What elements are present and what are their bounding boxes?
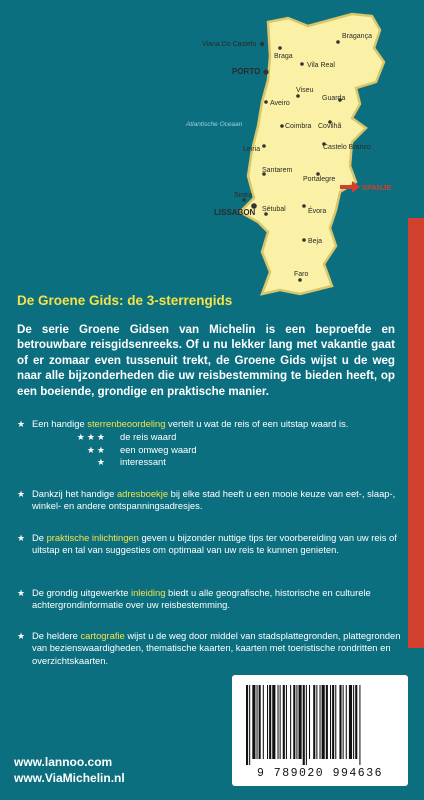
city-label-aveiro: Aveiro xyxy=(270,100,290,107)
city-label-leiria: Leiria xyxy=(243,146,261,153)
barcode xyxy=(232,675,408,786)
city-label-castelo-branco: Castelo Branco xyxy=(323,144,371,151)
barcode-bar xyxy=(353,685,354,759)
website-links xyxy=(14,754,125,786)
feature-rating xyxy=(17,418,348,468)
city-label-porto: PORTO xyxy=(232,67,261,76)
barcode-bar xyxy=(332,685,334,759)
city-dot-porto xyxy=(263,69,268,74)
feature-text: De grondig uitgewerkte xyxy=(32,587,132,598)
city-dot-vila-real xyxy=(300,62,304,66)
city-label-beja: Beja xyxy=(308,238,323,245)
barcode-number: 9 789020 994636 xyxy=(256,767,384,780)
feature-highlight: inleiding xyxy=(131,587,166,598)
bullet-star-icon: ★ xyxy=(17,533,26,543)
city-dot-faro xyxy=(298,278,302,282)
barcode-bar xyxy=(296,685,297,759)
feature-address-book xyxy=(17,488,402,513)
feature-highlight: adresboekje xyxy=(116,488,169,499)
barcode-bar xyxy=(322,685,325,759)
city-dot-viana xyxy=(260,42,264,46)
barcode-bar xyxy=(316,685,317,759)
barcode-bar xyxy=(252,685,255,759)
barcode-bar xyxy=(359,685,360,765)
barcode-bar xyxy=(313,685,315,759)
spain-label: SPANJE xyxy=(362,183,392,192)
city-dot-evora xyxy=(302,204,306,208)
barcode-bar xyxy=(280,685,281,759)
barcode-bar xyxy=(269,685,271,759)
barcode-bar xyxy=(263,685,264,759)
city-dot-braganca xyxy=(336,40,340,44)
barcode-bar xyxy=(339,685,341,759)
city-label-braga: Braga xyxy=(274,53,293,60)
bullet-star-icon: ★ xyxy=(17,631,26,641)
bullet-star-icon: ★ xyxy=(17,588,26,598)
city-label-viseu: Viseu xyxy=(296,87,314,94)
feature-text: Een handige xyxy=(32,418,88,429)
portugal-map xyxy=(0,0,424,300)
city-dot-aveiro xyxy=(264,100,268,104)
barcode-bar xyxy=(278,685,279,759)
barcode-bar xyxy=(326,685,328,759)
feature-text: geven u bijzonder nuttige tips ter voorbereiding van uw reis of uitstap en tal van suggesties om optimaal van uw reis te kunnen genieten. xyxy=(32,532,397,556)
feature-text: De xyxy=(32,532,47,543)
barcode-bars xyxy=(242,685,398,765)
rating-row xyxy=(32,456,348,468)
city-label-evora: Évora xyxy=(308,208,327,215)
feature-highlight: sterrenbeoordeling xyxy=(87,418,166,429)
rating-stars-icon: ★★ xyxy=(86,444,107,455)
barcode-bar xyxy=(257,685,258,759)
feature-text: vertelt u wat de reis of een uitstap waard is. xyxy=(165,418,349,429)
rating-row xyxy=(32,431,348,443)
ocean-label: Atlantische Oceaan xyxy=(186,121,243,128)
barcode-bar xyxy=(303,685,305,765)
city-label-sintra: Sintra xyxy=(234,192,253,199)
feature-text: De heldere xyxy=(32,630,81,641)
city-label-viana: Viana Do Castelo xyxy=(202,41,257,48)
bullet-star-icon: ★ xyxy=(17,489,26,499)
city-label-coimbra: Coimbra xyxy=(285,123,312,130)
feature-highlight: praktische inlichtingen xyxy=(46,532,139,543)
portugal-land xyxy=(240,14,384,294)
city-label-faro: Faro xyxy=(294,271,309,278)
feature-introduction xyxy=(17,587,402,612)
barcode-bar xyxy=(249,685,250,765)
barcode-bar xyxy=(272,685,275,759)
feature-text: biedt u alle geografische, historische en culturele achtergrondinformatie over uw reisbestemming. xyxy=(32,587,371,611)
city-dot-coimbra xyxy=(280,124,284,128)
barcode-bar xyxy=(343,685,344,759)
barcode-bar xyxy=(335,685,336,759)
city-label-guarda: Guarda xyxy=(322,95,346,102)
rating-label: de reis waard xyxy=(120,431,177,443)
barcode-bar xyxy=(309,685,310,759)
barcode-bar xyxy=(290,685,291,759)
city-dot-beja xyxy=(302,238,306,242)
section-heading: De Groene Gids: de 3-sterrengids xyxy=(17,293,233,308)
city-label-portalegre: Portalegre xyxy=(303,176,336,183)
feature-practical-info xyxy=(17,532,402,557)
barcode-bar xyxy=(286,685,287,759)
city-dot-viseu xyxy=(296,94,300,98)
feature-highlight: cartografie xyxy=(80,630,125,641)
barcode-bar xyxy=(306,685,307,765)
barcode-bar xyxy=(330,685,331,759)
city-label-lissabon: LISSABON xyxy=(214,208,256,217)
url-lannoo[interactable]: www.lannoo.com xyxy=(14,755,113,769)
barcode-bar xyxy=(346,685,347,759)
barcode-bar xyxy=(267,685,268,759)
barcode-bar xyxy=(283,685,285,759)
city-label-setubal: Sétubal xyxy=(262,206,286,213)
rating-stars-icon: ★ xyxy=(96,456,107,467)
bullet-star-icon: ★ xyxy=(17,419,26,429)
barcode-bar xyxy=(320,685,321,759)
url-viamichelin[interactable]: www.ViaMichelin.nl xyxy=(14,771,125,785)
rating-row xyxy=(32,444,348,456)
city-dot-leiria xyxy=(262,144,266,148)
city-label-covilha: Covilhã xyxy=(318,123,342,130)
barcode-bar xyxy=(355,685,357,759)
city-dot-braga xyxy=(278,46,282,50)
feature-cartography xyxy=(17,630,402,667)
feature-text: wijst u de weg door middel van stadsplattegronden, plattegronden van bezienswaardigheden, thematische kaarten, kaarten met toeristische rondritten en overzichtskaarten. xyxy=(32,630,401,666)
city-label-braganca: Bragança xyxy=(342,33,372,40)
feature-text: bij elke stad heeft u een mooie keuze van eet-, slaap-, winkel- en andere ontspanningsadresjes. xyxy=(32,488,396,512)
portugal-map-svg xyxy=(0,0,424,300)
rating-label: een omweg waard xyxy=(120,443,197,455)
rating-stars-icon: ★★★ xyxy=(76,432,107,443)
intro-paragraph: De serie Groene Gidsen van Michelin is een beproefde en betrouwbare reisgidsenreeks. Of u nu lekker lang met vakantie gaat of er zomaar even tussenuit trekt, de Groene Gids wijst u de weg naar alle bijzonderheden die uw reisbestemming te bieden heeft, op een boeiende, grondige en praktische manier. xyxy=(17,323,395,398)
barcode-bar xyxy=(246,685,248,765)
city-label-vila-real: Vila Real xyxy=(307,62,335,69)
barcode-bar xyxy=(259,685,261,759)
barcode-bar xyxy=(299,685,302,759)
rating-label: interessant xyxy=(120,455,166,467)
city-label-santarem: Santarem xyxy=(262,167,293,174)
barcode-bar xyxy=(349,685,352,759)
feature-text: Dankzij het handige xyxy=(32,488,117,499)
barcode-bar xyxy=(293,685,295,759)
rating-legend xyxy=(32,431,348,468)
